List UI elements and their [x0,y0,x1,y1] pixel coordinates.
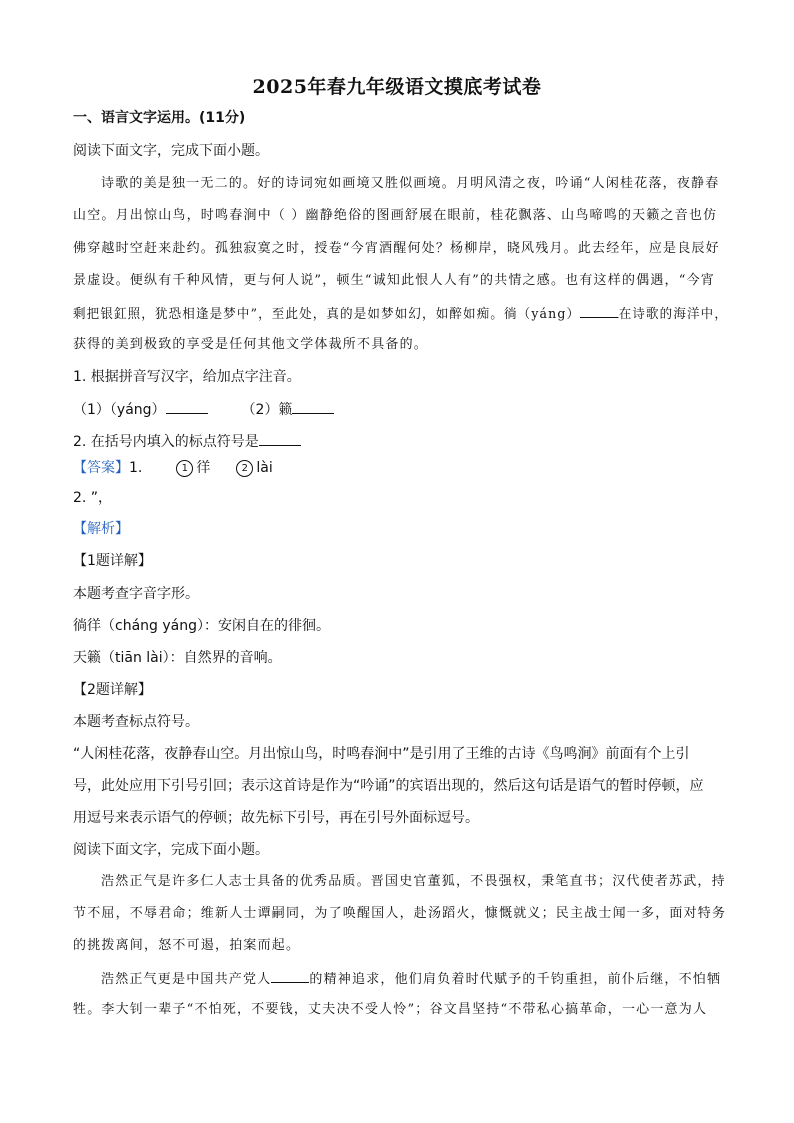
passage-line: 浩然正气是许多仁人志士具备的优秀品质。晋国史官董狐，不畏强权，秉笔直书；汉代使者苏武，持 [101,874,726,889]
passage-line: 佛穿越时空赶来赴约。孤独寂寞之时，授卷“今宵酒醒何处？杨柳岸，晓风残月。此去经年，应是良辰好 [73,241,720,256]
answer-label: 【答案】 [73,460,129,476]
detail-1-label: 【1题详解】 [73,553,152,569]
passage-line: 景虚设。便纵有千种风情，更与何人说”，顿生“诚知此恨人人有”的共情之感。也有这样的偶遇，“今宵 [73,273,715,288]
analysis-label: 【解析】 [73,521,129,537]
passage-line: 诗歌的美是独一无二的。好的诗词宛如画境又胜似画境。月明风清之夜，吟诵“人闲桂花落，夜静春 [101,176,720,191]
question-2 [73,431,301,452]
question-1: 1. 根据拼音写汉字，给加点字注音。 [73,369,301,385]
detail-text: 号，此处应用下引号引回；表示这首诗是作为“吟诵”的宾语出现的，然后这句话是语气的暂时停顿，应 [73,778,704,794]
circled-number-1: 1 [176,460,193,477]
passage-text: 的精神追求，他们肩负着时代赋予的千钧重担，前仆后继，不怕牺 [309,972,722,987]
passage-text: 在诗歌的海洋中， [618,307,728,322]
passage-text: 剩把银釭照，犹恐相逢是梦中”，至此处，真的是如梦如幻，如醉如痴。徜（yáng） [73,307,581,322]
detail-text: 本题考查标点符号。 [73,714,199,730]
passage-line [101,968,721,990]
answer-blank [259,431,301,446]
passage-line: 牲。李大钊一辈子“不怕死，不要钱，丈夫决不受人怜”；谷文昌坚持“不带私心搞革命，一心一意为人 [73,1002,708,1017]
answer-value-2: lài [256,460,273,476]
answer-2: 2. ”， [73,490,113,506]
reading-instruction: 阅读下面文字，完成下面小题。 [73,143,269,159]
answer-blank [292,399,334,414]
question-1-subitems [73,399,334,420]
answer-number: 1. [129,460,143,476]
detail-text: 天籁（tiān lài）：自然界的音响。 [73,650,282,666]
detail-text: 用逗号来表示语气的停顿；故先标下引号，再在引号外面标逗号。 [73,810,479,826]
answer-blank [580,303,618,318]
page-title: 2025年春九年级语文摸底考试卷 [252,76,542,98]
reading-instruction: 阅读下面文字，完成下面小题。 [73,842,269,858]
subitem-1: （1）（yáng） [73,402,166,418]
passage-line [73,303,728,325]
answer-row [73,458,273,478]
answer-blank [166,399,208,414]
section-heading: 一、语言文字运用。(11分) [73,110,246,126]
answer-value-1: 徉 [196,460,211,476]
subitem-2: （2）籁 [241,402,293,418]
passage-text: 浩然正气更是中国共产党人 [101,972,272,987]
answer-blank [271,968,309,983]
detail-text: 本题考查字音字形。 [73,586,199,602]
detail-text: 徜徉（cháng yáng）：安闲自在的徘徊。 [73,618,330,634]
question-2-text: 2. 在括号内填入的标点符号是 [73,434,259,450]
detail-2-label: 【2题详解】 [73,682,152,698]
passage-line: 获得的美到极致的享受是任何其他文学体裁所不具备的。 [73,337,429,352]
circled-number-2: 2 [236,460,253,477]
passage-line: 山空。月出惊山鸟，时鸣春涧中（ ）幽静绝俗的图画舒展在眼前，桂花飘落、山鸟啼鸣的天籁之音也仿 [73,208,718,223]
passage-line: 的挑拨离间，怒不可遏，拍案而起。 [73,938,301,953]
passage-line: 节不屈，不辱君命；维新人士谭嗣同，为了唤醒国人，赴汤蹈火，慷慨就义；民主战士闻一多，面对特务 [73,906,727,921]
detail-text: “人闲桂花落，夜静春山空。月出惊山鸟，时鸣春涧中”是引用了王维的古诗《鸟鸣涧》前面有个上引 [73,746,690,762]
